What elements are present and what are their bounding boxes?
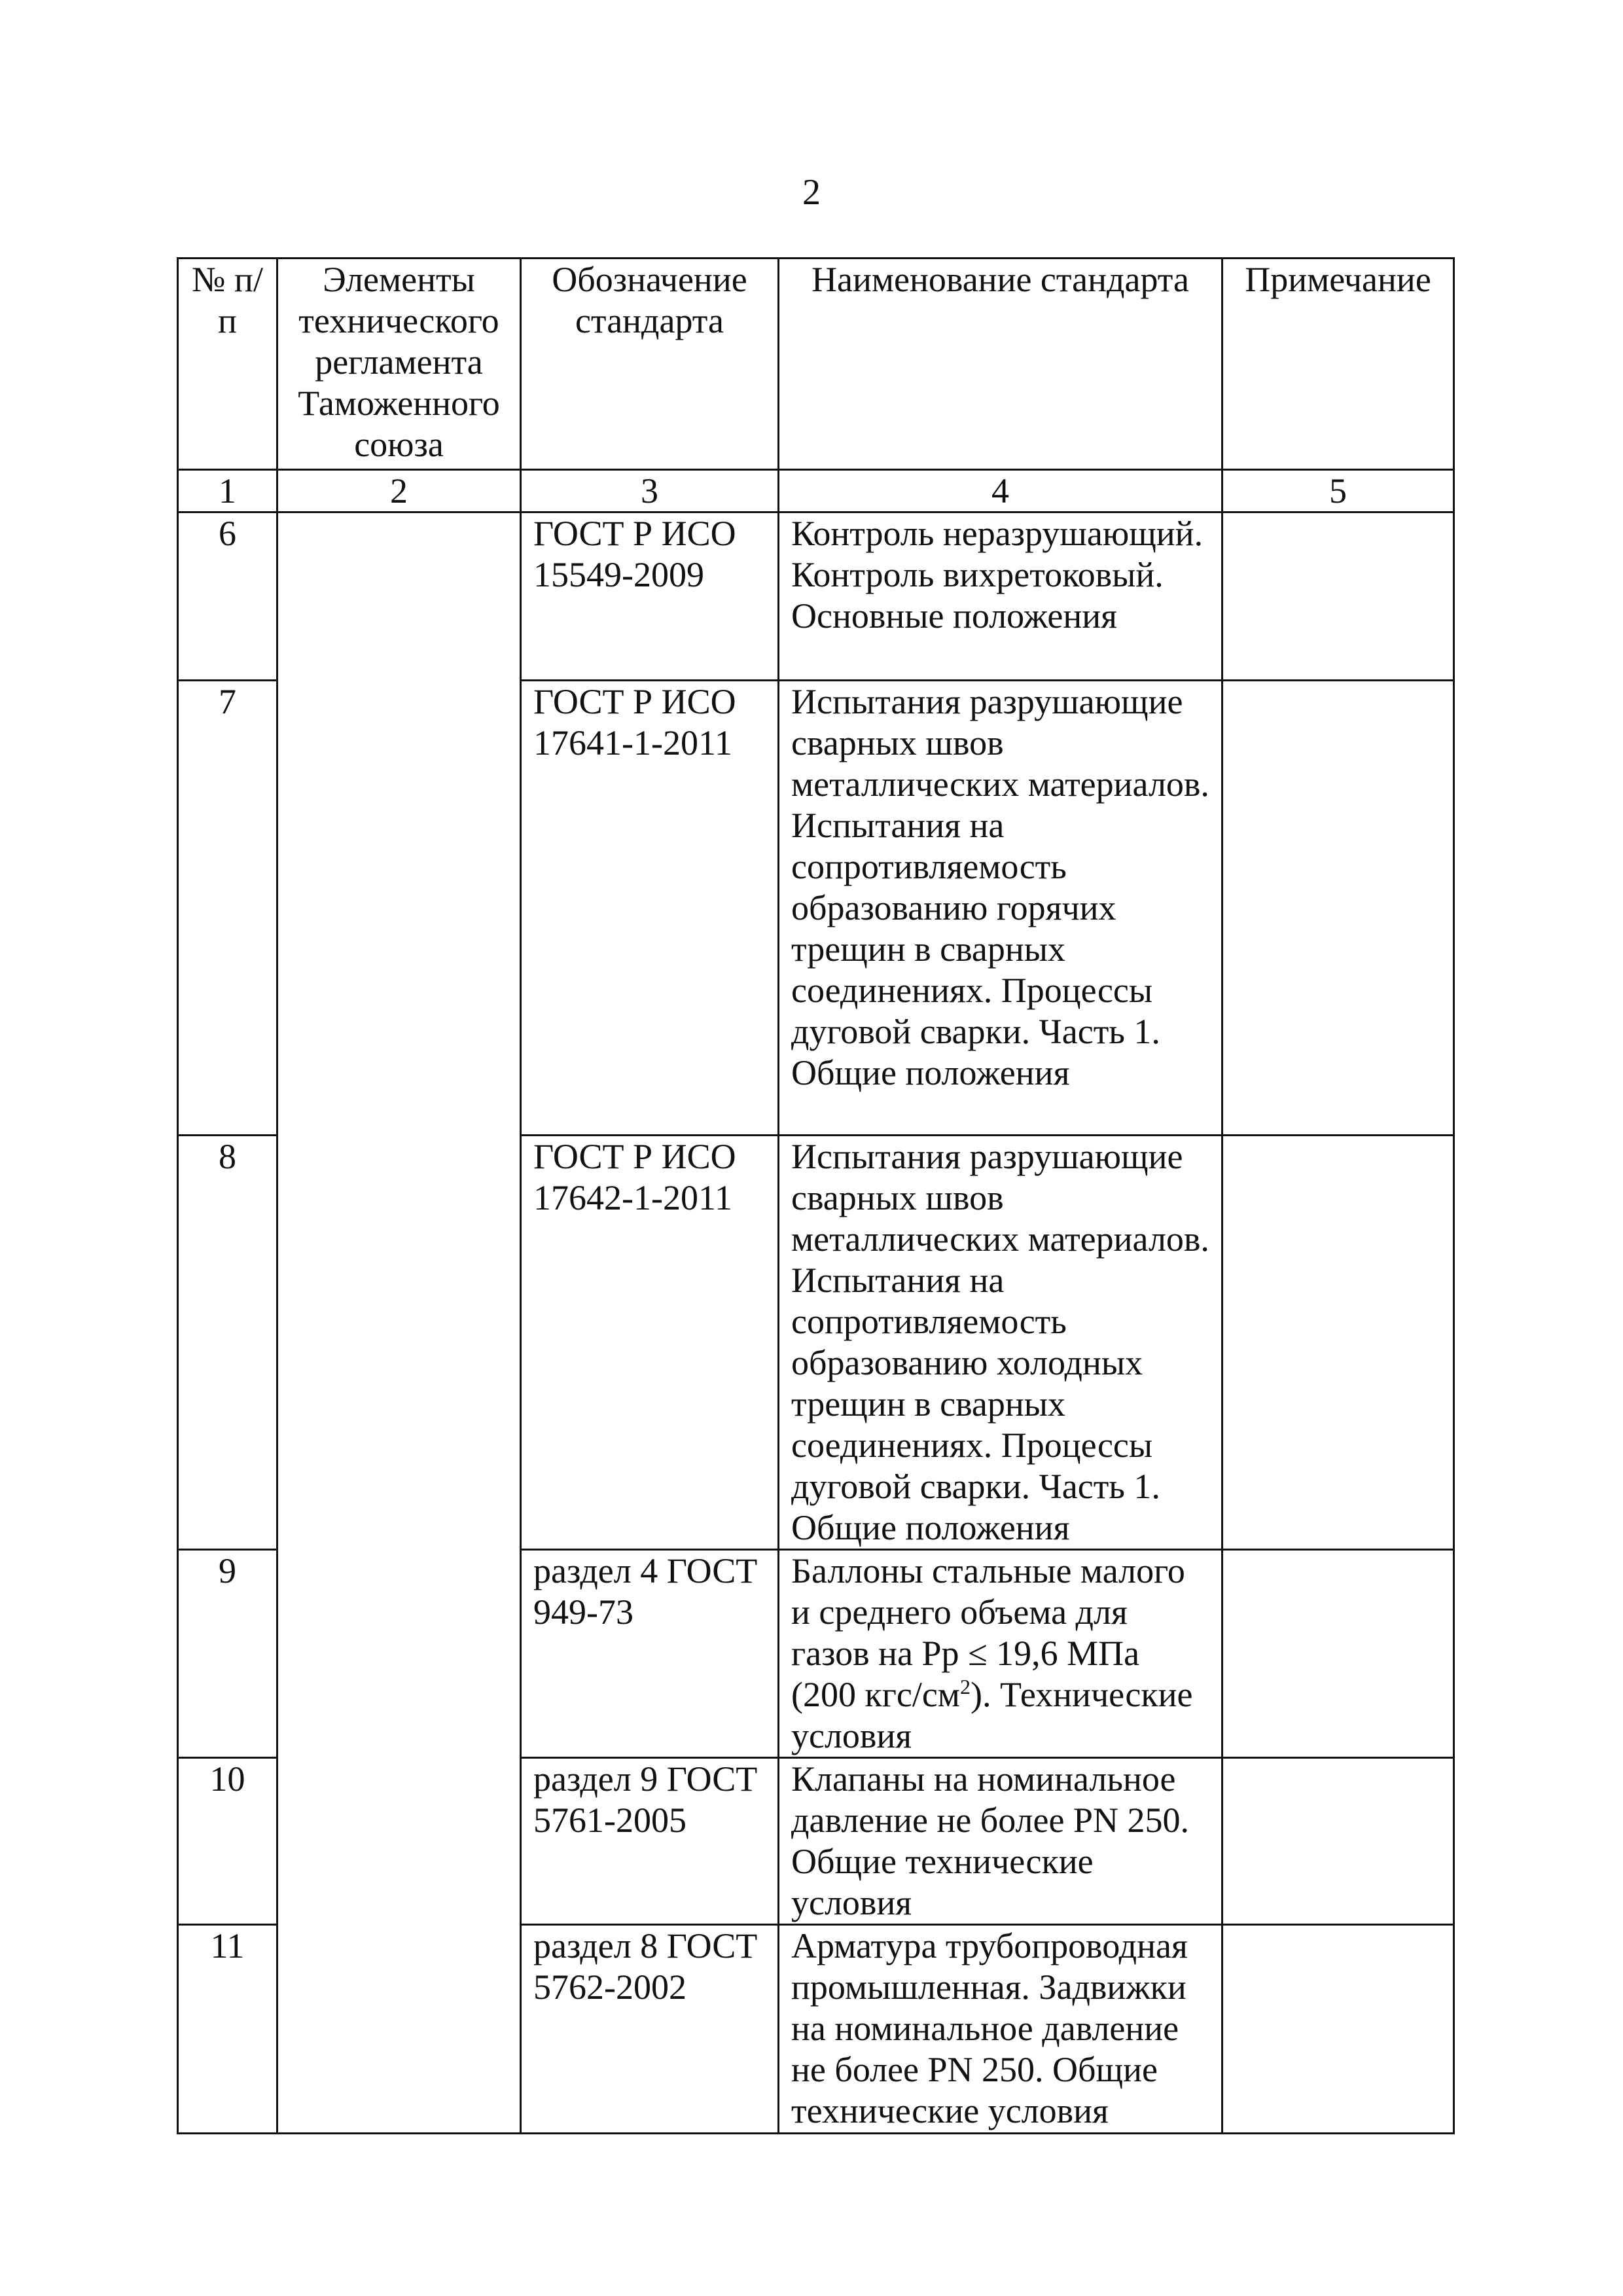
row-number: 10 (178, 1758, 277, 1925)
standard-designation: раздел 9 ГОСТ 5761-2005 (521, 1758, 779, 1925)
page-number: 2 (802, 172, 821, 213)
regulation-elements-cell (277, 512, 521, 2134)
standard-name-text: Баллоны стальные малого и среднего объема для газов на Рр ≤ 19,6 МПа (200 кгс/см (791, 1551, 1185, 1714)
row-number: 7 (178, 681, 277, 1136)
column-number: 4 (779, 470, 1222, 512)
column-number: 2 (277, 470, 521, 512)
note-cell (1222, 512, 1454, 681)
standard-designation: раздел 8 ГОСТ 5762-2002 (521, 1925, 779, 2134)
note-cell (1222, 1925, 1454, 2134)
row-number: 8 (178, 1136, 277, 1550)
row-number: 11 (178, 1925, 277, 2134)
standard-designation: ГОСТ Р ИСО 15549-2009 (521, 512, 779, 681)
row-number: 6 (178, 512, 277, 681)
column-number: 1 (178, 470, 277, 512)
standard-designation: ГОСТ Р ИСО 17641-1-2011 (521, 681, 779, 1136)
header-designation: Обозначение стандарта (521, 259, 779, 470)
header-number: № п/п (178, 259, 277, 470)
table-row (178, 512, 1454, 681)
standard-name: Контроль неразрушающий. Контроль вихретоковый. Основные положения (779, 512, 1222, 681)
row-number: 9 (178, 1550, 277, 1758)
standard-name: Арматура трубопроводная промышленная. Задвижки на номинальное давление не более PN 250. Общие технические условия (779, 1925, 1222, 2134)
table-header-row (178, 259, 1454, 470)
column-number: 5 (1222, 470, 1454, 512)
standard-name-text-end: ). Технические условия (791, 1675, 1193, 1755)
header-standard-name: Наименование стандарта (779, 259, 1222, 470)
note-cell (1222, 1758, 1454, 1925)
standard-name: Клапаны на номинальное давление не более PN 250. Общие технические условия (779, 1758, 1222, 1925)
note-cell (1222, 1136, 1454, 1550)
superscript-exponent: 2 (959, 1675, 971, 1698)
standard-name: Испытания разрушающие сварных швов металлических материалов. Испытания на сопротивляемость образованию холодных трещин в сварных соединениях. Процессы дуговой сварки. Часть 1. Общие положения (779, 1136, 1222, 1550)
standards-table (177, 257, 1455, 2134)
standard-name (779, 1550, 1222, 1758)
note-cell (1222, 681, 1454, 1136)
standard-designation: раздел 4 ГОСТ 949-73 (521, 1550, 779, 1758)
column-number-row (178, 470, 1454, 512)
standard-name: Испытания разрушающие сварных швов металлических материалов. Испытания на сопротивляемость образованию горячих трещин в сварных соединениях. Процессы дуговой сварки. Часть 1. Общие положения (779, 681, 1222, 1136)
note-cell (1222, 1550, 1454, 1758)
header-elements: Элементы технического регламента Таможенного союза (277, 259, 521, 470)
standard-designation: ГОСТ Р ИСО 17642-1-2011 (521, 1136, 779, 1550)
header-note: Примечание (1222, 259, 1454, 470)
column-number: 3 (521, 470, 779, 512)
